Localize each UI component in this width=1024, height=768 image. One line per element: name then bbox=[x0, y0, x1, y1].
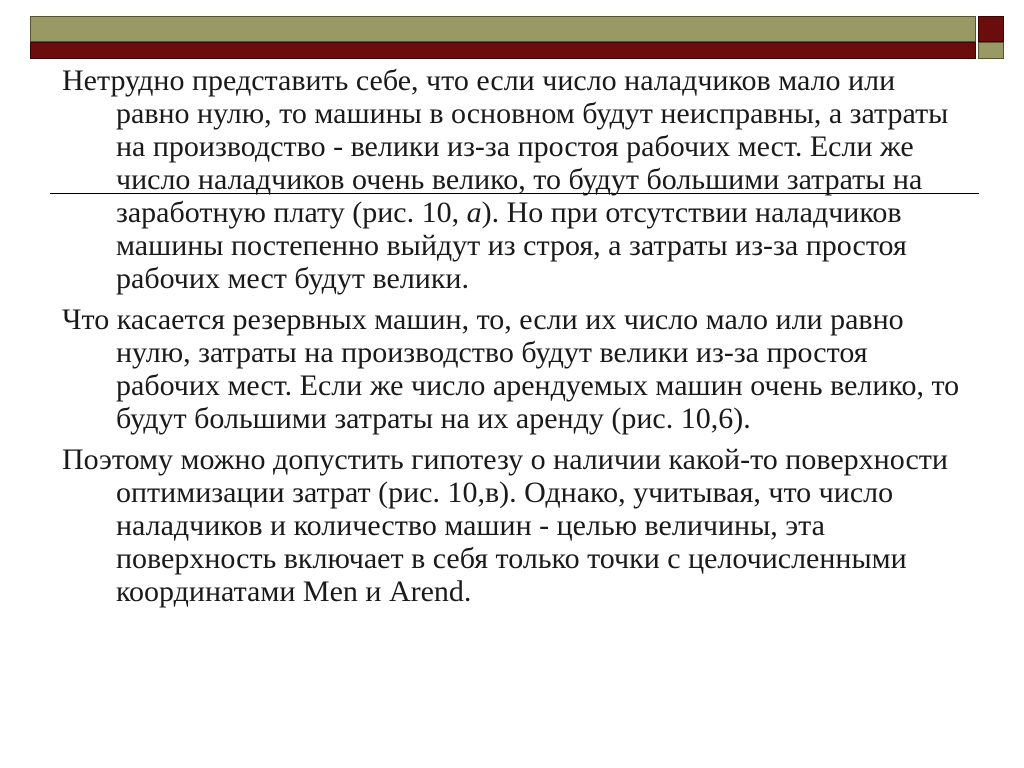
text-line: неисправны, а затраты на производство - велики из-за bbox=[116, 97, 949, 163]
paragraph-reserve-machines bbox=[62, 303, 962, 435]
text-line: рабочих мест будут велики. bbox=[116, 262, 469, 295]
text-line: (рис. 10,6). bbox=[611, 402, 751, 435]
text-line: или равно нулю, то машины в основном будут bbox=[116, 64, 896, 130]
text-fragment: ). Но при отсутствии наладчиков машины bbox=[116, 196, 902, 262]
text-line: простоя рабочих мест. Если же число наладчиков очень bbox=[116, 130, 914, 196]
text-line: поверхности оптимизации затрат (рис. 10,в). Однако, bbox=[116, 443, 948, 509]
text-line: очень велико, то будут большими затраты на их аренду bbox=[116, 369, 960, 435]
text-line: Что касается резервных машин, то, если их число мало или bbox=[62, 303, 823, 336]
text-line: точки с целочисленными координатами Men и Arend. bbox=[116, 542, 907, 608]
text-line: велико, то будут большими затраты на заработную плату bbox=[116, 163, 923, 229]
paragraph-maintenance-staff bbox=[62, 64, 962, 295]
corner-square-olive bbox=[978, 42, 1004, 59]
text-line: учитывая, что число наладчиков и количество машин - bbox=[116, 476, 894, 542]
text-line: целью величины, эта поверхность включает в себя только bbox=[116, 509, 825, 575]
text-line: Нетрудно представить себе, что если число наладчиков мало bbox=[62, 64, 841, 97]
text-line: равно нулю, затраты на производство будут велики из-за bbox=[116, 303, 904, 369]
header-bar-red bbox=[30, 42, 976, 59]
text-line: простоя рабочих мест. Если же число арендуемых машин bbox=[116, 336, 868, 402]
figure-ref-italic: а bbox=[466, 196, 482, 229]
slide-body bbox=[62, 64, 962, 608]
header-bar-olive bbox=[30, 16, 976, 42]
corner-square-red bbox=[978, 16, 1004, 42]
paragraph-optimization-hypothesis bbox=[62, 443, 962, 608]
text-fragment: (рис. 10, bbox=[352, 196, 467, 229]
text-line: Поэтому можно допустить гипотезу о наличии какой-то bbox=[62, 443, 778, 476]
text-line: постепенно выйдут из строя, а затраты из-за простоя bbox=[230, 229, 907, 262]
